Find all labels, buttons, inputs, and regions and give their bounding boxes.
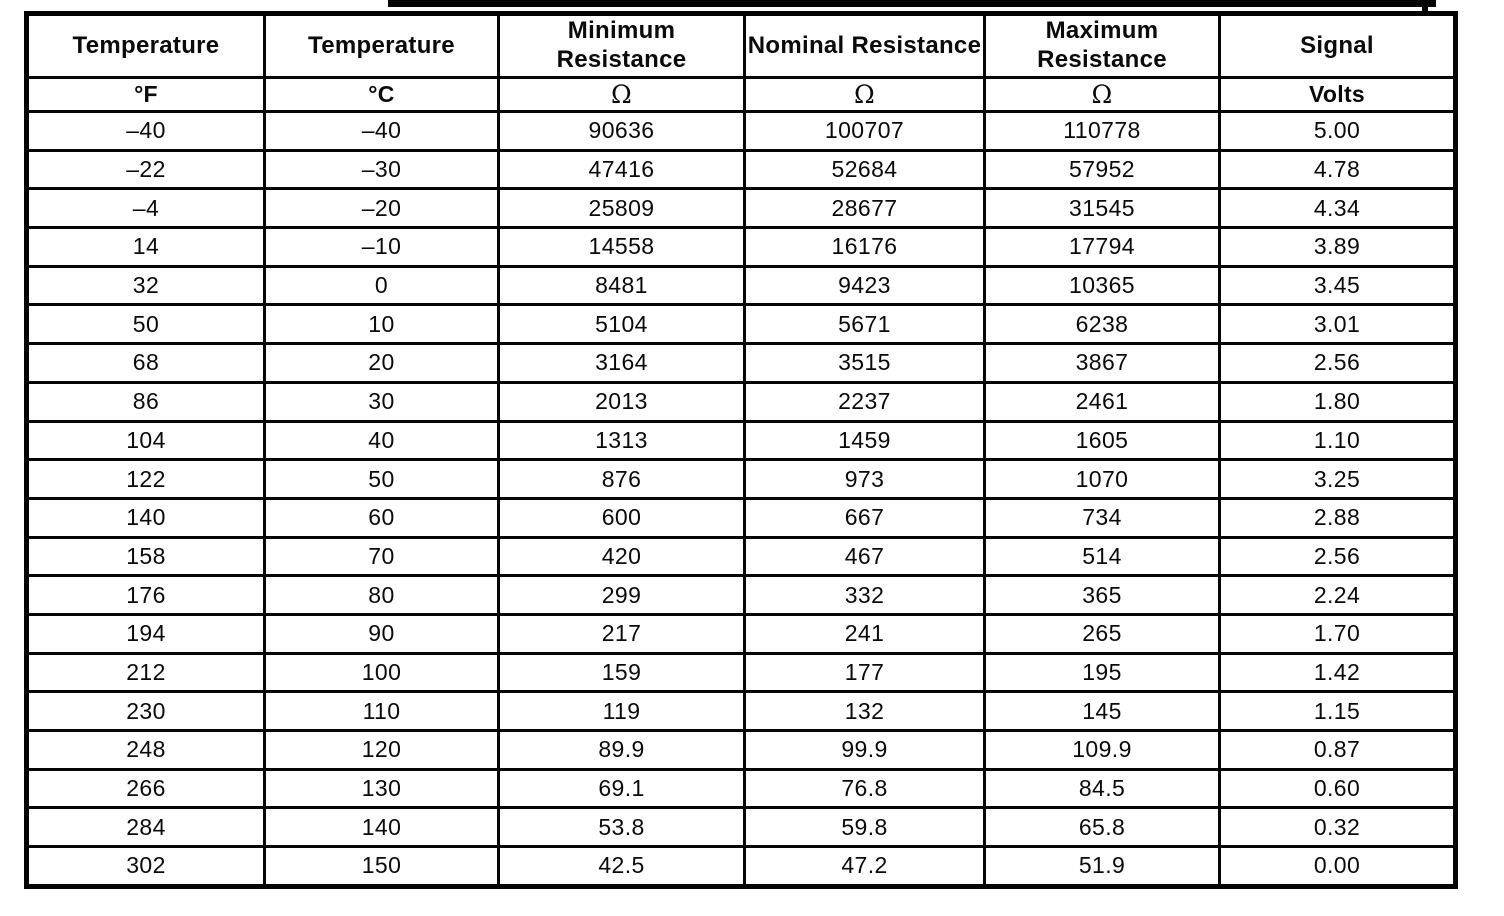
table-cell: 3867 <box>985 344 1220 383</box>
temperature-resistance-table <box>24 11 1458 889</box>
table-cell: 4.34 <box>1220 189 1456 228</box>
table-cell: 299 <box>499 576 745 615</box>
table-cell: 47416 <box>499 150 745 189</box>
table-cell: 5104 <box>499 305 745 344</box>
table-cell: 20 <box>265 344 499 383</box>
header-temp-f-title: Temperature <box>27 14 265 78</box>
table-row <box>27 266 1456 305</box>
table-cell: 28677 <box>745 189 985 228</box>
unit-signal-volts: Volts <box>1220 78 1456 112</box>
unit-min-resistance-ohm: Ω <box>499 78 745 112</box>
table-cell: 99.9 <box>745 731 985 770</box>
table-cell: 80 <box>265 576 499 615</box>
table-cell: 89.9 <box>499 731 745 770</box>
table-cell: 32 <box>27 266 265 305</box>
table-cell: 70 <box>265 537 499 576</box>
table-row <box>27 150 1456 189</box>
table-cell: 4.78 <box>1220 150 1456 189</box>
unit-nominal-resistance-ohm: Ω <box>745 78 985 112</box>
table-cell: 1070 <box>985 460 1220 499</box>
table-cell: 212 <box>27 653 265 692</box>
header-min-resistance-title: Minimum Resistance <box>499 14 745 78</box>
table-cell: 86 <box>27 382 265 421</box>
table-cell: 3164 <box>499 344 745 383</box>
table-cell: 467 <box>745 537 985 576</box>
header-temp-c-title: Temperature <box>265 14 499 78</box>
table-cell: 100707 <box>745 112 985 151</box>
table-cell: 514 <box>985 537 1220 576</box>
table-cell: 1605 <box>985 421 1220 460</box>
table-cell: 52684 <box>745 150 985 189</box>
table-cell: 90 <box>265 614 499 653</box>
table-row <box>27 305 1456 344</box>
table-cell: 2013 <box>499 382 745 421</box>
table-cell: 159 <box>499 653 745 692</box>
table-cell: 265 <box>985 614 1220 653</box>
table-cell: 110 <box>265 692 499 731</box>
header-signal-title: Signal <box>1220 14 1456 78</box>
table-cell: 3.89 <box>1220 228 1456 267</box>
table-row <box>27 112 1456 151</box>
table-cell: 284 <box>27 808 265 847</box>
table-cell: 65.8 <box>985 808 1220 847</box>
table-cell: 132 <box>745 692 985 731</box>
table-cell: 248 <box>27 731 265 770</box>
table-cell: 600 <box>499 498 745 537</box>
unit-temp-f: °F <box>27 78 265 112</box>
header-unit-row <box>27 78 1456 112</box>
table-cell: 6238 <box>985 305 1220 344</box>
table-cell: 332 <box>745 576 985 615</box>
table-cell: 0.60 <box>1220 769 1456 808</box>
table-cell: 104 <box>27 421 265 460</box>
table-cell: 76.8 <box>745 769 985 808</box>
table-cell: 0 <box>265 266 499 305</box>
table-row <box>27 460 1456 499</box>
table-cell: 3.45 <box>1220 266 1456 305</box>
table-row <box>27 614 1456 653</box>
table-cell: 2461 <box>985 382 1220 421</box>
table-cell: 1.10 <box>1220 421 1456 460</box>
table-cell: 1.80 <box>1220 382 1456 421</box>
table-cell: 230 <box>27 692 265 731</box>
table-cell: 5.00 <box>1220 112 1456 151</box>
table-row <box>27 498 1456 537</box>
table-cell: –22 <box>27 150 265 189</box>
table-row <box>27 421 1456 460</box>
table-cell: 217 <box>499 614 745 653</box>
table-cell: –40 <box>27 112 265 151</box>
table-cell: 3.01 <box>1220 305 1456 344</box>
table-cell: 10365 <box>985 266 1220 305</box>
table-cell: 9423 <box>745 266 985 305</box>
table-cell: 109.9 <box>985 731 1220 770</box>
table-cell: 122 <box>27 460 265 499</box>
table-cell: 2.56 <box>1220 537 1456 576</box>
table-cell: –10 <box>265 228 499 267</box>
table-row <box>27 847 1456 887</box>
table-cell: 120 <box>265 731 499 770</box>
table-cell: –20 <box>265 189 499 228</box>
table-cell: 1459 <box>745 421 985 460</box>
table-cell: –4 <box>27 189 265 228</box>
table-cell: 365 <box>985 576 1220 615</box>
table-cell: –30 <box>265 150 499 189</box>
table-cell: 14558 <box>499 228 745 267</box>
table-cell: 2.56 <box>1220 344 1456 383</box>
unit-temp-c: °C <box>265 78 499 112</box>
table-cell: 667 <box>745 498 985 537</box>
table-cell: 177 <box>745 653 985 692</box>
table-row <box>27 576 1456 615</box>
table-row <box>27 189 1456 228</box>
table-cell: 0.87 <box>1220 731 1456 770</box>
table-cell: 59.8 <box>745 808 985 847</box>
header-title-row <box>27 14 1456 78</box>
table-cell: 1.70 <box>1220 614 1456 653</box>
table-cell: 25809 <box>499 189 745 228</box>
table-cell: 119 <box>499 692 745 731</box>
table-cell: 90636 <box>499 112 745 151</box>
table-cell: 40 <box>265 421 499 460</box>
table-cell: 1.15 <box>1220 692 1456 731</box>
table-cell: 194 <box>27 614 265 653</box>
table-cell: 53.8 <box>499 808 745 847</box>
table-cell: 150 <box>265 847 499 887</box>
table-cell: 3515 <box>745 344 985 383</box>
table-cell: 0.00 <box>1220 847 1456 887</box>
table-cell: –40 <box>265 112 499 151</box>
table-cell: 2.88 <box>1220 498 1456 537</box>
table-row <box>27 653 1456 692</box>
table-cell: 30 <box>265 382 499 421</box>
table-cell: 17794 <box>985 228 1220 267</box>
table-header <box>27 14 1456 112</box>
table-row <box>27 769 1456 808</box>
table-cell: 302 <box>27 847 265 887</box>
table-cell: 57952 <box>985 150 1220 189</box>
table-cell: 100 <box>265 653 499 692</box>
table-cell: 2237 <box>745 382 985 421</box>
table-cell: 1313 <box>499 421 745 460</box>
table-cell: 876 <box>499 460 745 499</box>
table-cell: 3.25 <box>1220 460 1456 499</box>
table-row <box>27 537 1456 576</box>
table-row <box>27 731 1456 770</box>
table-cell: 5671 <box>745 305 985 344</box>
table-cell: 195 <box>985 653 1220 692</box>
header-max-resistance-title: Maximum Resistance <box>985 14 1220 78</box>
table-row <box>27 382 1456 421</box>
table-cell: 60 <box>265 498 499 537</box>
header-nominal-resistance-title: Nominal Resistance <box>745 14 985 78</box>
table-cell: 420 <box>499 537 745 576</box>
table-body <box>27 112 1456 887</box>
table-cell: 140 <box>265 808 499 847</box>
table-cell: 31545 <box>985 189 1220 228</box>
table-row <box>27 692 1456 731</box>
scan-artifact-strip <box>388 0 1436 7</box>
table-row <box>27 808 1456 847</box>
table-row <box>27 344 1456 383</box>
table-cell: 241 <box>745 614 985 653</box>
table-cell: 10 <box>265 305 499 344</box>
table-cell: 266 <box>27 769 265 808</box>
table-cell: 69.1 <box>499 769 745 808</box>
table-cell: 145 <box>985 692 1220 731</box>
table-cell: 158 <box>27 537 265 576</box>
table-cell: 50 <box>27 305 265 344</box>
table-cell: 14 <box>27 228 265 267</box>
table-cell: 2.24 <box>1220 576 1456 615</box>
table-cell: 110778 <box>985 112 1220 151</box>
table-cell: 1.42 <box>1220 653 1456 692</box>
table-cell: 68 <box>27 344 265 383</box>
table-cell: 8481 <box>499 266 745 305</box>
table-cell: 130 <box>265 769 499 808</box>
unit-max-resistance-ohm: Ω <box>985 78 1220 112</box>
table-cell: 50 <box>265 460 499 499</box>
table-cell: 42.5 <box>499 847 745 887</box>
table-cell: 0.32 <box>1220 808 1456 847</box>
table-cell: 734 <box>985 498 1220 537</box>
table-cell: 51.9 <box>985 847 1220 887</box>
table-cell: 16176 <box>745 228 985 267</box>
table-cell: 140 <box>27 498 265 537</box>
table-cell: 47.2 <box>745 847 985 887</box>
table-cell: 84.5 <box>985 769 1220 808</box>
table-cell: 973 <box>745 460 985 499</box>
table-row <box>27 228 1456 267</box>
table-cell: 176 <box>27 576 265 615</box>
